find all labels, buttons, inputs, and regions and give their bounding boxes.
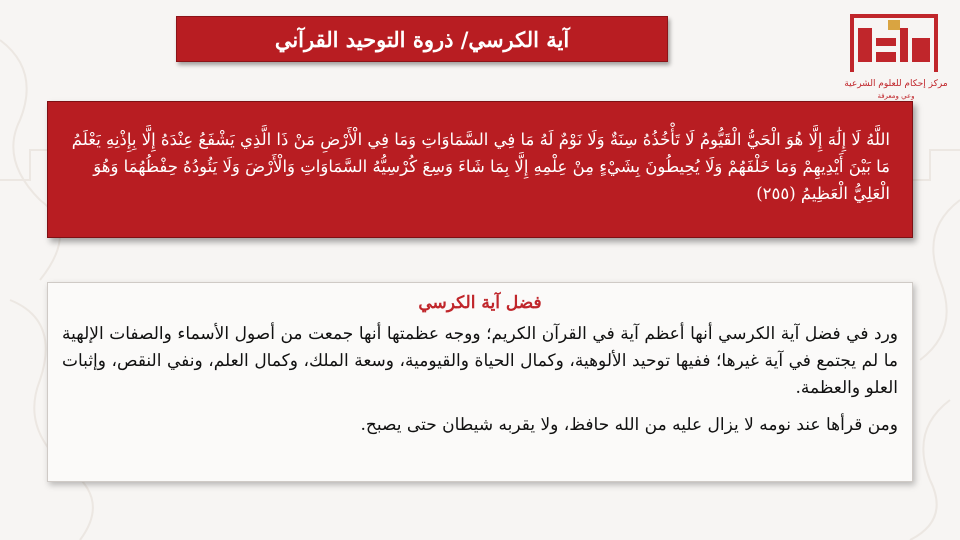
paragraph-protection: ومن قرأها عند نومه لا يزال عليه من الله حافظ، ولا يقربه شيطان حتى يصبح.: [360, 415, 898, 435]
paragraph-virtue: ورد في فضل آية الكرسي أنها أعظم آية في القرآن الكريم؛ ووجه عظمتها أنها جمعت من أصول الأسماء والصفات الإلهية ما لم يجتمع في آية غيرها؛ ففيها توحيد الألوهية، وكمال الحياة والقيومية، وسعة الملك، وكمال العلم، ونفي النقص، وإثبات العلو والعظمة.: [62, 324, 898, 398]
brand-tagline-sub: وعي ومعرفة: [877, 92, 915, 100]
section-heading: فضل آية الكرسي: [418, 293, 542, 313]
brand-tagline-main: مركز إحكام للعلوم الشرعية: [844, 79, 948, 89]
brand-tagline: [843, 78, 949, 102]
slide-title: آية الكرسي/ ذروة التوحيد القرآني: [176, 16, 668, 62]
content-box: [47, 282, 913, 482]
verse-box: [47, 101, 913, 238]
verse-text: اللَّهُ لَا إِلَٰهَ إِلَّا هُوَ الْحَيُّ الْقَيُّومُ لَا تَأْخُذُهُ سِنَةٌ وَلَا نَوْمٌ لَهُ مَا فِي السَّمَاوَاتِ وَمَا فِي الْأَرْضِ مَنْ ذَا الَّذِي يَشْفَعُ عِنْدَهُ إِلَّا بِإِذْنِهِ يَعْلَمُ مَا بَيْنَ أَيْدِيهِمْ وَمَا خَلْفَهُمْ وَلَا يُحِيطُونَ بِشَيْءٍ مِنْ عِلْمِهِ إِلَّا بِمَا شَاءَ وَسِعَ كُرْسِيُّهُ السَّمَاوَاتِ وَالْأَرْضَ وَلَا يَئُودُهُ حِفْظُهُمَا وَهُوَ الْعَلِيُّ الْعَظِيمُ (٢٥٥): [71, 130, 890, 203]
